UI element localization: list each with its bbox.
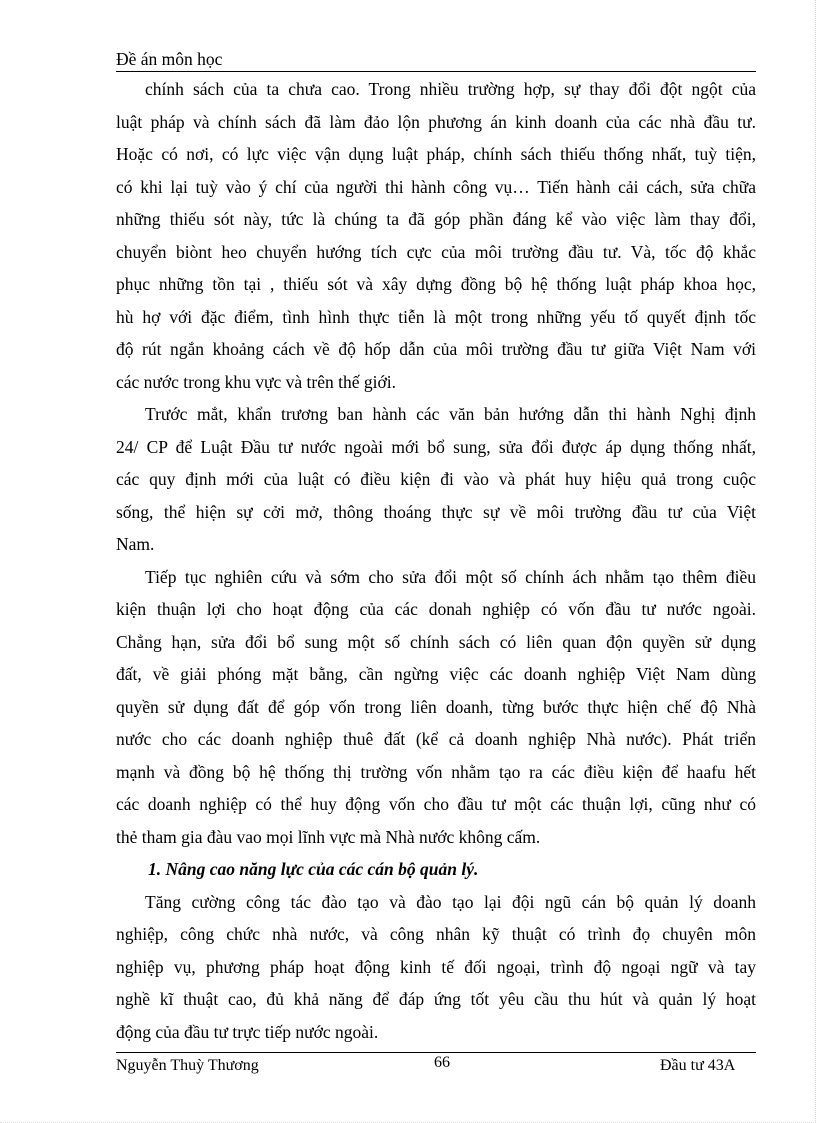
body-line: đất, về giải phóng mặt bằng, cần ngừng việc các doanh nghiệp Việt Nam dùng: [116, 664, 756, 684]
body-line: nghiệp, công chức nhà nước, và công nhân kỹ thuật có trình đọ chuyên môn: [116, 924, 756, 944]
body-line: Tiếp tục nghiên cứu và sớm cho sửa đổi một số chính ách nhằm tạo thêm điều: [145, 566, 756, 587]
body-line: nghiệp vụ, phương pháp hoạt động kinh tế đối ngoại, trình độ ngoại ngữ và tay: [116, 956, 756, 977]
footer-author: Nguyễn Thuỳ Thương: [116, 1057, 259, 1074]
document-body: [116, 73, 756, 1048]
footer-divider: [116, 1052, 756, 1053]
body-line: nghề kĩ thuật cao, đủ khả năng để đáp ứng tốt yêu cầu thu hút và quản lý hoạt: [116, 989, 756, 1009]
body-line: Hoặc có nơi, có lực việc vận dụng luật pháp, chính sách thiếu thống nhất, tuỳ tiện,: [116, 144, 756, 164]
body-line: thẻ tham gia đàu vao mọi lĩnh vực mà Nhà nước không cấm.: [116, 826, 541, 847]
body-line: phục những tồn tại , thiếu sót và xây dựng đồng bộ hệ thống luật pháp khoa học,: [116, 274, 756, 294]
header-title: Đề án môn học: [116, 49, 223, 69]
body-line: kiện thuận lợi cho hoạt động của các donah nghiệp có vốn đầu tư nước ngoài.: [116, 599, 756, 619]
body-line: sống, thể hiện sự cởi mở, thông thoáng thực sự về môi trường đầu tư của Việt: [116, 501, 756, 522]
body-line: mạnh và đồng bộ hệ thống thị trường vốn nhằm tạo ra các điều kiện để haafu hết: [116, 761, 756, 782]
body-line: các doanh nghiệp có thể huy động vốn cho đầu tư một các thuận lợi, cũng như có: [116, 794, 756, 814]
body-line: hù hợ với đặc điểm, tình hình thực tiễn là một trong những yếu tố quyết định tốc: [116, 306, 756, 327]
body-line: Trước mắt, khẩn trương ban hành các văn bản hướng dẫn thi hành Nghị định: [145, 404, 756, 424]
page-number: 66: [434, 1054, 450, 1071]
body-line: nước cho các doanh nghiệp thuê đất (kể cả doanh nghiệp Nhà nước). Phát triển: [116, 729, 756, 749]
body-line: các quy định mới của luật có điều kiện đi vào và phát huy hiệu quả trong cuộc: [116, 469, 756, 489]
body-line: Nam.: [116, 534, 155, 554]
body-line: chính sách của ta chưa cao. Trong nhiều trường hợp, sự thay đổi đột ngột của: [145, 79, 756, 99]
body-line: luật pháp và chính sách đã làm đảo lộn phương án kinh doanh của các nhà đầu tư.: [116, 111, 756, 132]
body-line: chuyển biònt heo chuyển hướng tích cực của môi trường đầu tư. Và, tốc độ khắc: [116, 241, 756, 262]
body-line: độ rút ngắn khoảng cách về độ hốp dẫn của môi trường đầu tư giữa Việt Nam với: [116, 339, 756, 359]
body-line: động của đầu tư trực tiếp nước ngoài.: [116, 1021, 379, 1042]
body-line: 24/ CP để Luật Đầu tư nước ngoài mới bổ sung, sửa đổi được áp dụng thống nhất,: [116, 436, 756, 457]
body-line: những thiếu sót này, tức là chúng ta đã góp phần đáng kể vào việc làm thay đổi,: [116, 209, 756, 229]
footer-class: Đầu tư 43A: [660, 1057, 736, 1074]
body-line: Chẳng hạn, sửa đổi bổ sung một số chính sách có liên quan độn quyền sử dụng: [116, 631, 756, 652]
body-line: Tăng cường công tác đào tạo và đào tạo lại đội ngũ cán bộ quản lý doanh: [145, 891, 756, 912]
body-line: các nước trong khu vực và trên thế giới.: [116, 371, 396, 392]
header-divider: [116, 71, 756, 72]
body-line: quyền sử dụng đất để góp vốn trong liên doanh, từng bước thực hiện chế độ Nhà: [116, 696, 756, 717]
section-heading: 1. Nâng cao năng lực của các cán bộ quản lý.: [148, 859, 479, 879]
body-line: có khi lại tuỳ vào ý chí của người thi hành công vụ… Tiến hành cải cách, sửa chữa: [116, 176, 756, 197]
